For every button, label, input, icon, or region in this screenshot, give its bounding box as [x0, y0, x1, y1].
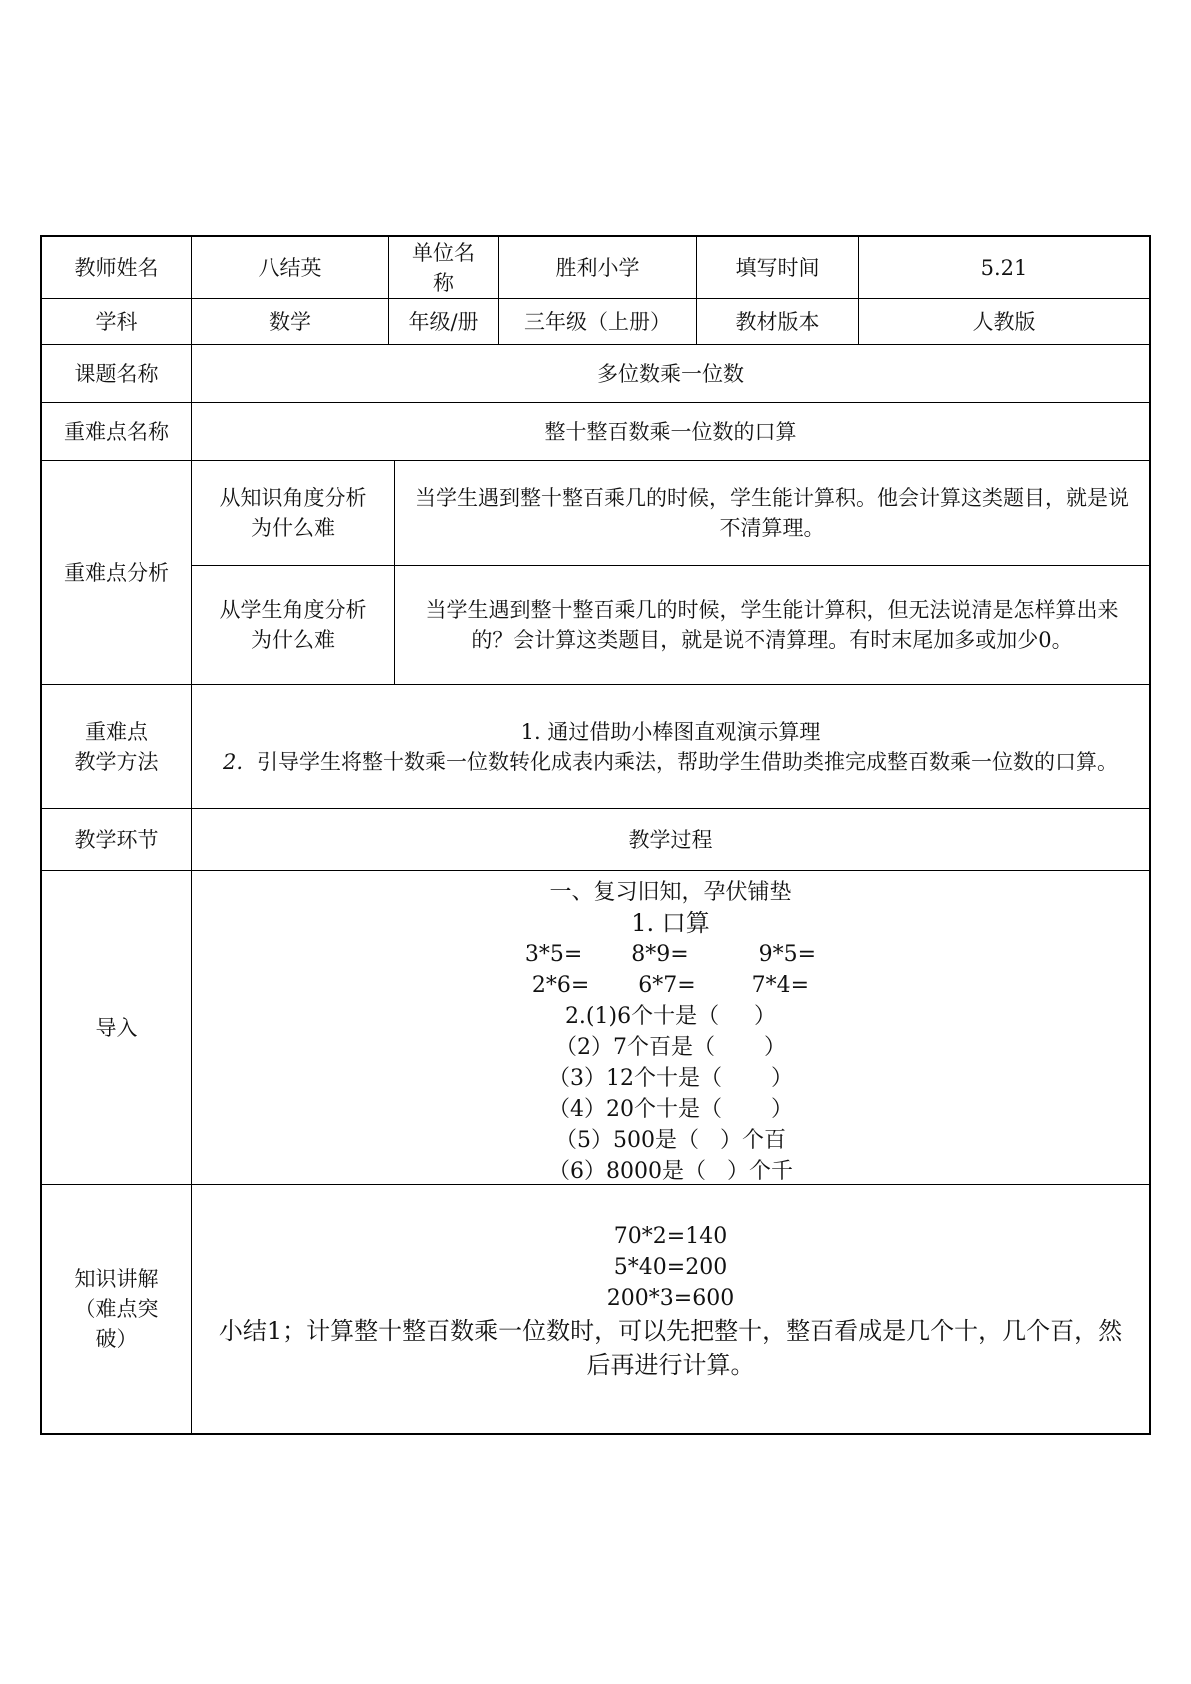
- method-label-line2: 教学方法: [74, 749, 159, 774]
- intro-line: （4）20个十是（ ）: [548, 1097, 793, 1122]
- intro-line: （5）500是（ ）个百: [555, 1128, 786, 1153]
- keypoint-value: 整十整百数乘一位数的口算: [544, 419, 797, 444]
- method-item-2: [223, 747, 1118, 777]
- student-text: 当学生遇到整十整百乘几的时候，学生能计算积，但无法说清是怎样算出来的？会计算这类题目，就是说不清算理。有时末尾加多或加少0。: [425, 597, 1119, 652]
- analysis-subtable: [192, 461, 1149, 684]
- intro-row: [42, 871, 1149, 1185]
- intro-line: （6）8000是（ ）个千: [548, 1159, 793, 1184]
- intro-line: 3*5= 8*9= 9*5=: [524, 942, 817, 967]
- method-item-2-number: 2.: [222, 749, 244, 774]
- date-label: 填写时间: [697, 237, 859, 298]
- grade-value: 三年级（上册）: [499, 299, 697, 344]
- method-row: [42, 685, 1149, 809]
- student-label: 从学生角度分析为什么难: [192, 566, 395, 684]
- unit-label: 单位名称: [389, 237, 499, 298]
- explain-row: [42, 1185, 1149, 1433]
- analysis-row: [42, 461, 1149, 685]
- process-label: 教学过程: [628, 827, 713, 852]
- intro-label: 导入: [42, 871, 192, 1184]
- intro-line: 1. 口算: [631, 909, 710, 937]
- info-row-2: [42, 299, 1149, 345]
- topic-row: [42, 345, 1149, 403]
- process-step-label: 教学环节: [42, 809, 192, 870]
- knowledge-text: 当学生遇到整十整百乘几的时候，学生能计算积。他会计算这类题目，就是说不清算理。: [415, 485, 1129, 540]
- edition-value: 人教版: [972, 309, 1036, 334]
- method-label: [42, 685, 192, 808]
- intro-line: （3）12个十是（ ）: [548, 1066, 793, 1091]
- method-item-1: 1. 通过借助小棒图直观演示算理: [520, 719, 821, 744]
- unit-value: 胜利小学: [499, 237, 697, 298]
- method-content: [192, 685, 1149, 808]
- equation: 200*3=600: [606, 1286, 735, 1311]
- explain-content: [192, 1185, 1149, 1433]
- intro-line: （2）7个百是（ ）: [555, 1035, 786, 1060]
- subject-label: 学科: [42, 299, 192, 344]
- subject-value: 数学: [192, 299, 389, 344]
- explain-label: [42, 1185, 192, 1433]
- topic-value: 多位数乘一位数: [597, 361, 744, 386]
- explain-label-line2: （难点突: [74, 1297, 159, 1321]
- knowledge-subrow: [192, 461, 1149, 566]
- analysis-label: 重难点分析: [42, 461, 192, 684]
- keypoint-label: 重难点名称: [42, 403, 192, 460]
- intro-line: 2*6= 6*7= 7*4=: [531, 973, 810, 998]
- method-item-2-text: 引导学生将整十数乘一位数转化成表内乘法，帮助学生借助类推完成整百数乘一位数的口算。: [257, 749, 1119, 774]
- summary-text: 小结1；计算整十整百数乘一位数时，可以先把整十，整百看成是几个十，几个百，然后再进行计算。: [218, 1317, 1123, 1379]
- lesson-plan-table: [40, 235, 1151, 1435]
- topic-label: 课题名称: [42, 345, 192, 402]
- teacher-value: 八结英: [192, 237, 389, 298]
- grade-label: 年级/册: [389, 299, 499, 344]
- intro-line: 2.(1)6个十是（ ）: [564, 1004, 777, 1029]
- equation: 5*40=200: [613, 1255, 728, 1280]
- method-label-line1: 重难点: [85, 719, 148, 744]
- equation: 70*2=140: [613, 1224, 728, 1249]
- explain-label-line3: 破）: [95, 1327, 138, 1351]
- explain-label-line1: 知识讲解: [74, 1267, 159, 1291]
- date-value: 5.21: [980, 255, 1028, 280]
- intro-line: 一、复习旧知，孕伏铺垫: [549, 880, 792, 905]
- intro-content: [192, 871, 1149, 1184]
- knowledge-label: 从知识角度分析为什么难: [192, 461, 395, 565]
- info-row-1: [42, 237, 1149, 299]
- student-subrow: [192, 566, 1149, 684]
- teacher-label: 教师姓名: [42, 237, 192, 298]
- edition-label: 教材版本: [697, 299, 859, 344]
- process-header-row: [42, 809, 1149, 871]
- keypoint-row: [42, 403, 1149, 461]
